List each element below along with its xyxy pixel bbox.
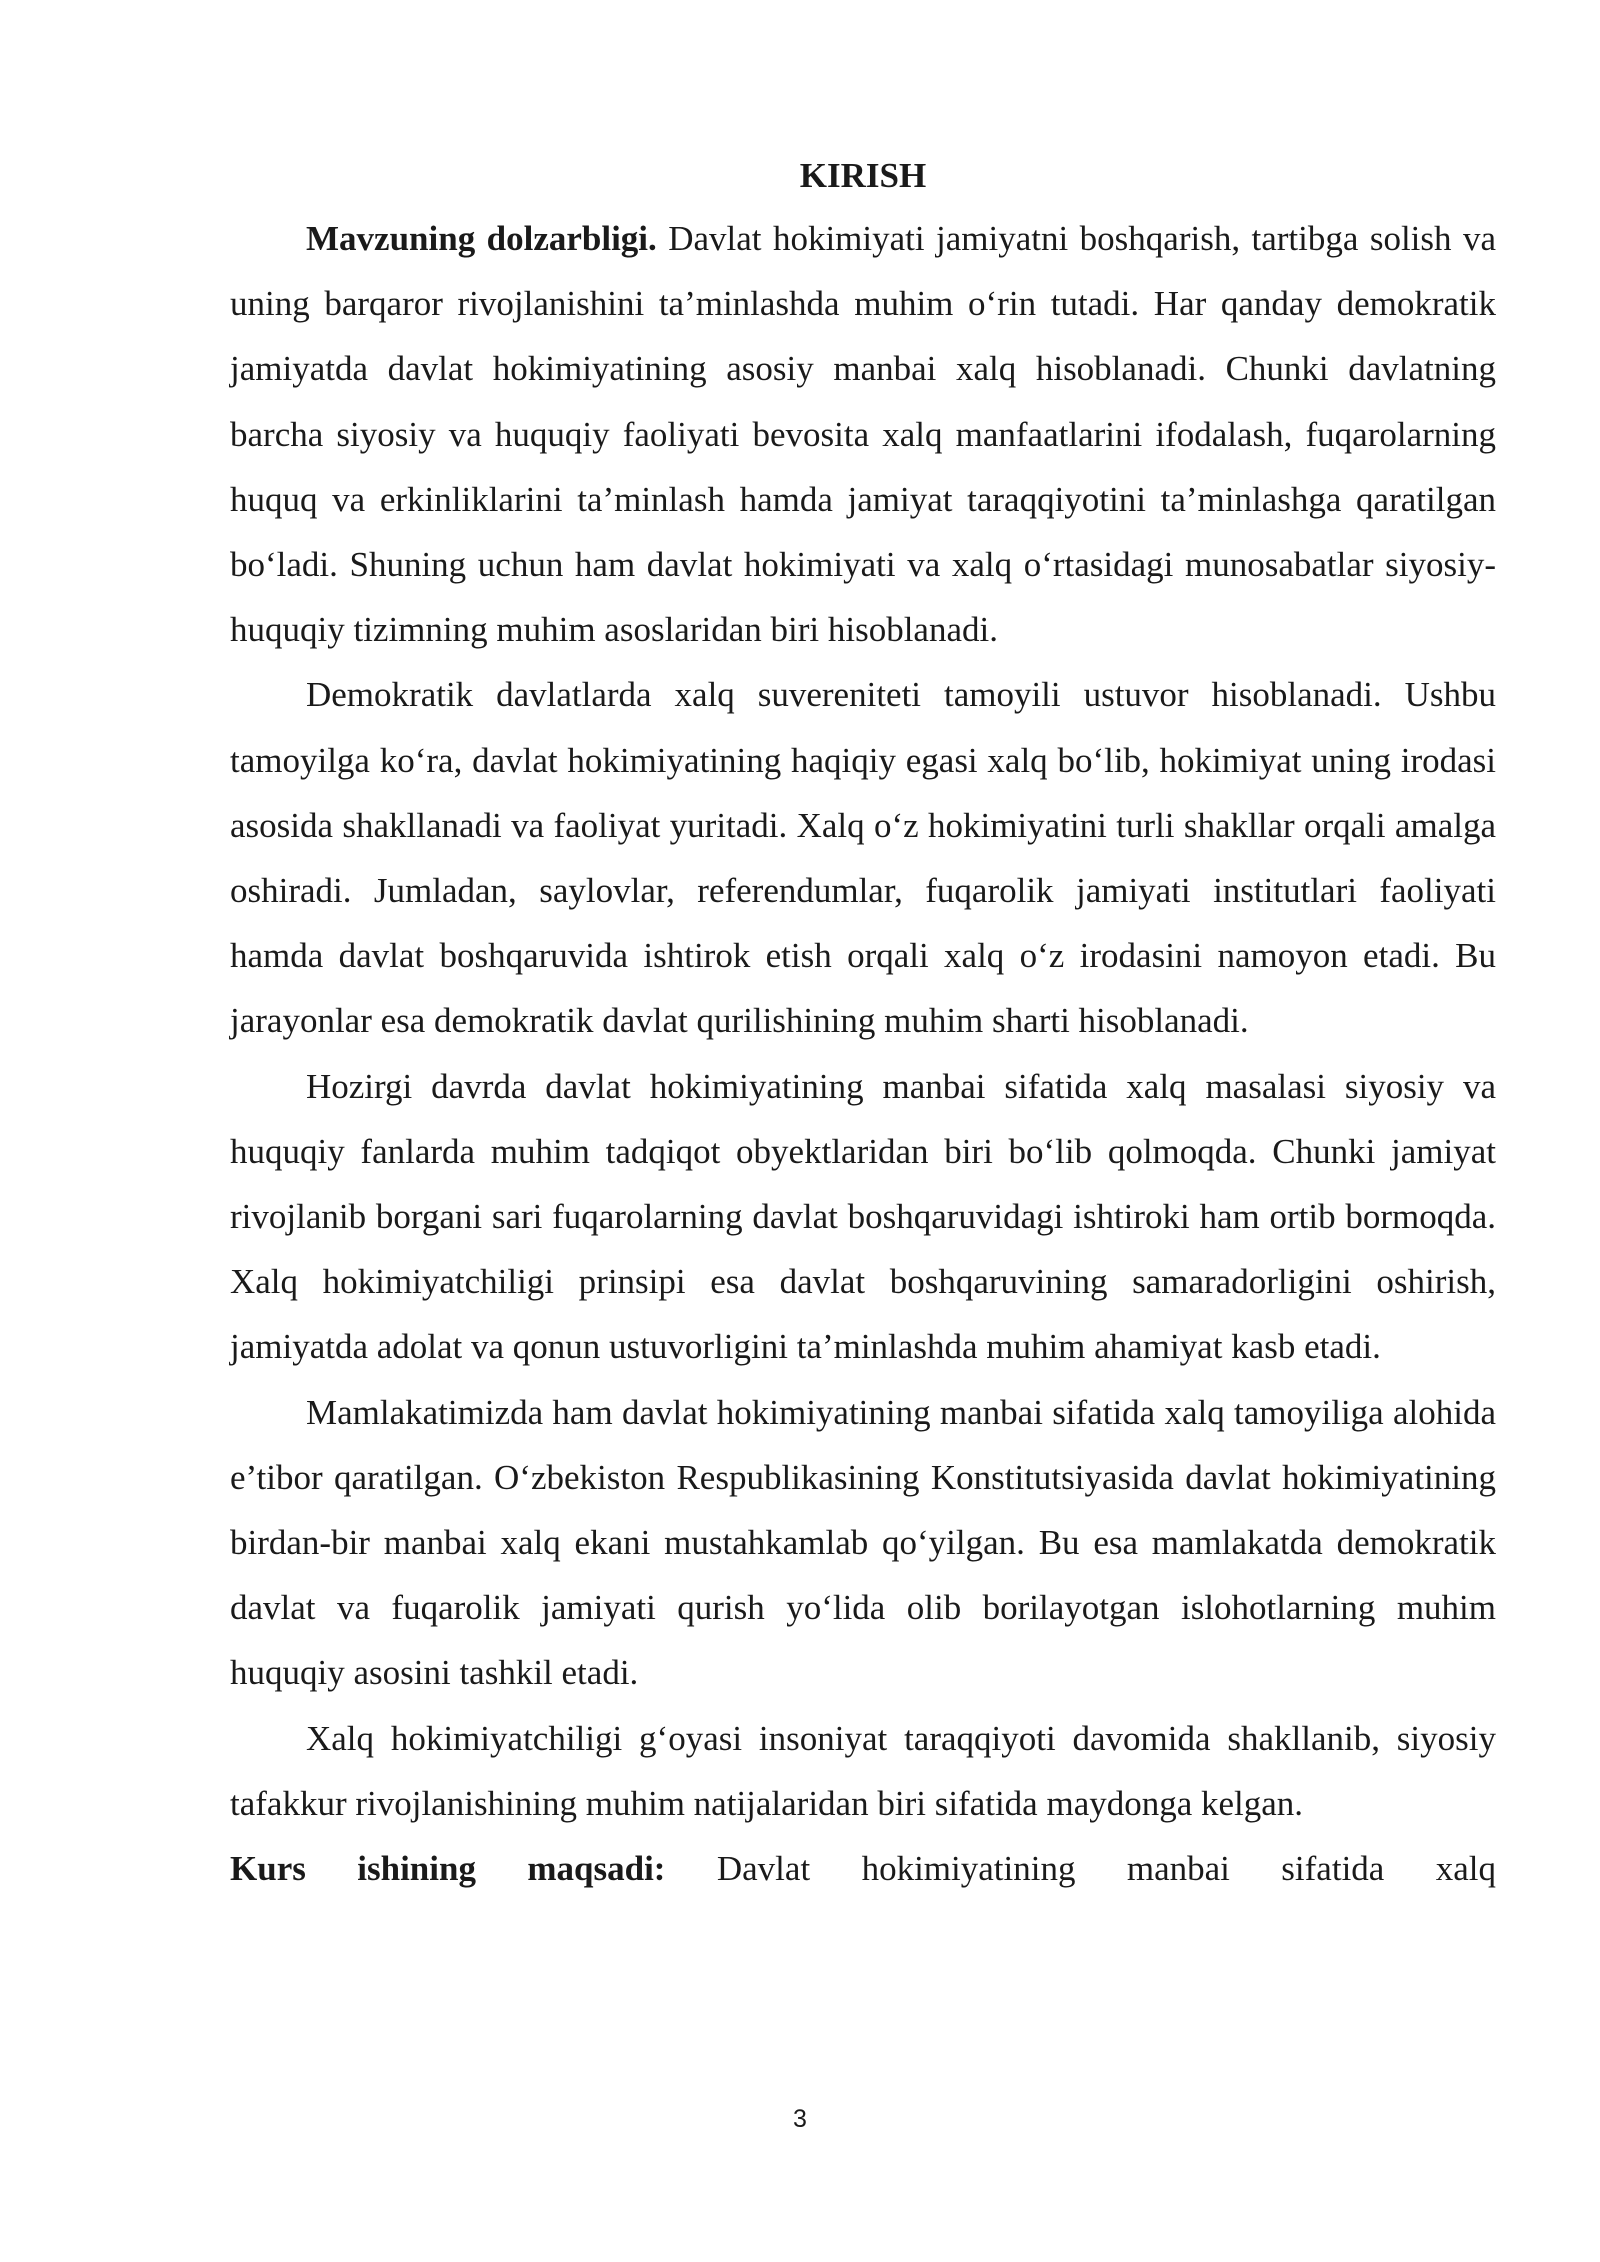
course-goal-text: Davlat hokimiyatining manbai sifatida xalq	[665, 1849, 1496, 1889]
document-body	[230, 146, 1496, 1901]
paragraph-idea-history: Xalq hokimiyatchiligi g‘oyasi insoniyat taraqqiyoti davomida shakllanib, siyosiy tafakkur rivojlanishining muhim natijalaridan biri sifatida maydonga kelgan.	[230, 1718, 1496, 1823]
paragraph-course-goal	[230, 1836, 1496, 1901]
relevance-text: Davlat hokimiyati jamiyatni boshqarish, tartibga solish va uning barqaror rivojlanishini ta’minlashda muhim o‘rin tutadi. Har qanday demokratik jamiyatda davlat hokimiyatining asosiy manbai xalq hisoblanadi. Chunki davlatning barcha siyosiy va huquqiy faoliyati bevosita xalq manfaatlarini ifodalash, fuqarolarning huquq va erkinliklarini ta’minlash hamda jamiyat taraqqiyotini ta’minlashga qaratilgan bo‘ladi. Shuning uchun ham davlat hokimiyati va xalq o‘rtasidagi munosabatlar siyosiy-huquqiy tizimning muhim asoslaridan biri hisoblanadi.	[230, 219, 1496, 650]
section-title: KIRISH	[799, 156, 927, 195]
paragraph-current-period: Hozirgi davrda davlat hokimiyatining manbai sifatida xalq masalasi siyosiy va huquqiy fanlarda muhim tadqiqot obyektlaridan biri bo‘lib qolmoqda. Chunki jamiyat rivojlanib borgani sari fuqarolarning davlat boshqaruvidagi ishtiroki ham ortib bormoqda. Xalq hokimiyatchiligi prinsipi esa davlat boshqaruvining samaradorligini oshirish, jamiyatda adolat va qonun ustuvorligini ta’minlashda muhim ahamiyat kasb etadi.	[230, 1066, 1496, 1367]
page-number: 3	[793, 2105, 807, 2133]
paragraph-uzbekistan: Mamlakatimizda ham davlat hokimiyatining manbai sifatida xalq tamoyiliga alohida e’tibor qaratilgan. O‘zbekiston Respublikasining Konstitutsiyasida davlat hokimiyatining birdan-bir manbai xalq ekani mustahkamlab qo‘yilgan. Bu esa mamlakatda demokratik davlat va fuqarolik jamiyati qurish yo‘lida olib borilayotgan islohotlarning muhim huquqiy asosini tashkil etadi.	[230, 1392, 1496, 1693]
relevance-heading: Mavzuning dolzarbligi.	[306, 219, 657, 258]
paragraph-relevance	[230, 206, 1496, 662]
course-goal-heading: Kurs ishining maqsadi:	[230, 1849, 666, 1889]
paragraph-sovereignty: Demokratik davlatlarda xalq suvereniteti tamoyili ustuvor hisoblanadi. Ushbu tamoyilga ko‘ra, davlat hokimiyatining haqiqiy egasi xalq bo‘lib, hokimiyat uning irodasi asosida shakllanadi va faoliyat yuritadi. Xalq o‘z hokimiyatini turli shakllar orqali amalga oshiradi. Jumladan, saylovlar, referendumlar, fuqarolik jamiyati institutlari faoliyati hamda davlat boshqaruvida ishtirok etish orqali xalq o‘z irodasini namoyon etadi. Bu jarayonlar esa demokratik davlat qurilishining muhim sharti hisoblanadi.	[230, 675, 1496, 1041]
